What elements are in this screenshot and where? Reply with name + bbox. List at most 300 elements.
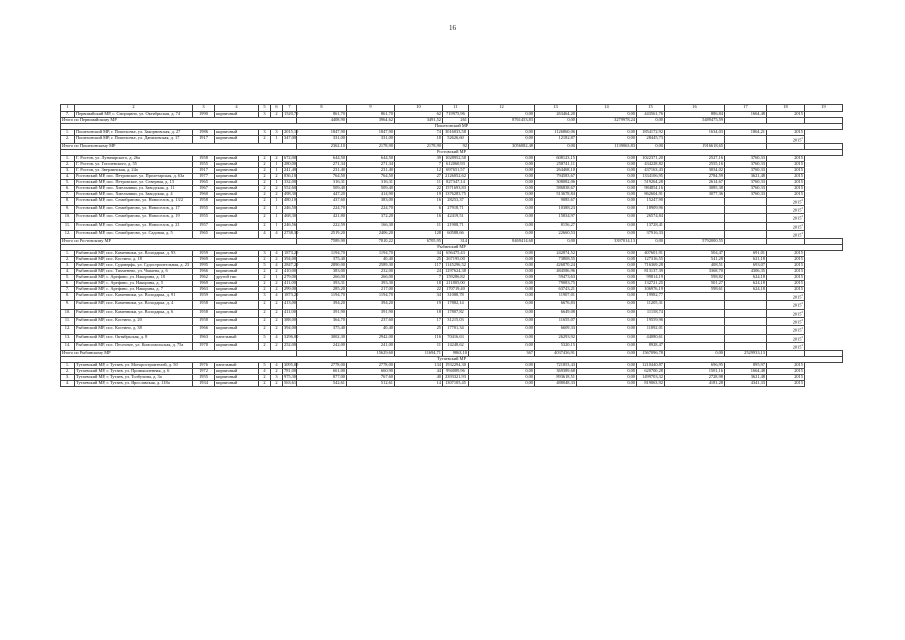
table-cell: 621,18: [725, 257, 767, 263]
table-cell: Первомайский МР, с. Сморщино, ул. Октябрьская, д. 74: [75, 112, 193, 118]
table-cell: 721853,43: [535, 363, 577, 369]
table-cell: 1995: [193, 263, 215, 269]
table-cell: 3: [259, 112, 271, 118]
table-cell: 11092,01: [637, 326, 665, 334]
table-cell: 391,90: [297, 309, 347, 317]
table-cell: 2: [259, 185, 271, 191]
table-cell: 2015: [767, 129, 805, 135]
column-number: 11: [443, 105, 469, 112]
table-cell: 598,61: [665, 286, 725, 292]
table-cell: 2: [259, 280, 271, 286]
table-cell: [665, 334, 725, 342]
table-cell: 691,01: [725, 251, 767, 257]
table-cell: 237,60: [347, 317, 395, 325]
subtotal-cell: 261: [443, 117, 469, 123]
table-cell: кирпичный: [215, 197, 259, 205]
table-cell: 1969: [193, 280, 215, 286]
table-cell: 1: [271, 222, 283, 230]
table-cell: 411,00: [283, 309, 297, 317]
table-cell: 31088,78: [443, 292, 469, 300]
table-cell: кирпичный: [215, 263, 259, 269]
column-number: 12: [469, 105, 535, 112]
table-cell: 877,00: [297, 375, 347, 381]
table-cell: 0,00: [577, 309, 637, 317]
table-cell: [725, 214, 767, 222]
table-cell: 2: [259, 343, 271, 351]
table-cell: кирпичный: [215, 343, 259, 351]
table-cell: 285,20: [297, 286, 347, 292]
table-cell: кирпичный: [215, 173, 259, 179]
table-cell: 1022371,20: [637, 156, 665, 162]
table-cell: 2614,67: [665, 179, 725, 185]
table-cell: 1873,20: [283, 292, 297, 300]
table-cell: кирпичный: [215, 286, 259, 292]
table-cell: 2: [259, 197, 271, 205]
table-cell: 1978: [193, 343, 215, 351]
table-cell: 5.: [61, 275, 75, 281]
table-cell: 132721,25: [637, 280, 665, 286]
table-cell: 74: [395, 129, 443, 135]
table-cell: Рыбинский МР, пос. Судоверфь, ул. Судостроительная, д. 23: [75, 263, 193, 269]
table-cell: 388,00: [283, 317, 297, 325]
table-cell: 836,10: [284, 172, 297, 178]
table-cell: 1: [271, 135, 283, 143]
table-cell: 252,00: [283, 343, 297, 351]
table-cell: 3760,33: [725, 179, 767, 185]
table-cell: 18: [395, 309, 443, 317]
table-cell: 1958: [193, 156, 215, 162]
subtotal-cell: 3397014,13: [577, 239, 637, 245]
table-cell: 393,31: [297, 280, 347, 286]
table-cell: 2015: [767, 168, 805, 174]
table-cell: 408,51: [665, 263, 725, 269]
table-cell: 498,30: [284, 190, 297, 196]
table-cell: 0,00: [577, 375, 637, 381]
table-cell: 11907,01: [535, 292, 577, 300]
table-cell: 0,00: [469, 257, 535, 263]
table-cell: 0,00: [469, 185, 535, 191]
table-cell: 2.: [61, 135, 75, 143]
table-cell: 0,00: [577, 214, 637, 222]
table-cell: 2: [259, 191, 271, 197]
table-cell: 10388,23: [535, 205, 577, 213]
table-cell: 4.: [61, 381, 75, 387]
table-cell: кирпичный: [215, 156, 259, 162]
table-cell: 232,00: [347, 269, 395, 275]
table-cell: 393,30: [347, 280, 395, 286]
footnote-mark: 2: [801, 292, 803, 297]
table-cell: [665, 309, 725, 317]
table-cell: 1955: [193, 375, 215, 381]
table-cell: 764,50: [297, 173, 347, 179]
table-cell: 2015$^2$: [767, 309, 805, 317]
table-cell: 2015: [767, 162, 805, 168]
table-cell: 0,00: [577, 263, 637, 269]
table-cell: 3016033,58: [443, 129, 469, 135]
table-cell: 2: [259, 257, 271, 263]
table-cell: 624,18: [725, 286, 767, 292]
table-cell: 1957: [193, 222, 215, 230]
table-cell: 426870,24: [535, 263, 577, 269]
table-cell: 1965: [193, 231, 215, 239]
table-cell: 3296,00: [283, 334, 297, 342]
table-cell: 0,00: [469, 381, 535, 387]
table-cell: 0,00: [469, 286, 535, 292]
table-cell: 8928,47: [637, 343, 665, 351]
column-number: 14: [577, 105, 637, 112]
table-cell: 2015: [767, 179, 805, 185]
footnote-mark: 2: [801, 334, 803, 339]
table-cell: 0,00: [577, 112, 637, 118]
table-cell: 99814,19: [637, 275, 665, 281]
table-cell: 8.: [61, 292, 75, 300]
table-cell: 19: [395, 191, 443, 197]
table-cell: 60588,66: [443, 231, 469, 239]
subtotal-cell: 8469414,68: [469, 239, 535, 245]
table-cell: 52626,60: [443, 135, 469, 143]
table-cell: 16: [395, 214, 443, 222]
table-cell: 541,28: [665, 257, 725, 263]
table-cell: 27: [395, 173, 443, 179]
table-cell: 2: [259, 179, 271, 185]
table-row: [61, 301, 843, 309]
table-cell: 861,70: [297, 112, 347, 118]
table-cell: 127316,55: [637, 257, 665, 263]
table-cell: 258741,11: [535, 162, 577, 168]
table-cell: 2: [259, 286, 271, 292]
table-cell: Пошехонский МР, г. Пошехонье, ул. Закорновская, д. 27: [75, 129, 193, 135]
table-cell: 79083,75: [535, 280, 577, 286]
table-cell: 1: [271, 168, 283, 174]
table-cell: 0,00: [577, 185, 637, 191]
table-cell: 2: [271, 191, 283, 197]
table-cell: 2738,30: [283, 231, 297, 239]
table-cell: 2: [259, 269, 271, 275]
table-cell: 3: [259, 292, 271, 300]
table-cell: 0,00: [577, 135, 637, 143]
table-cell: кирпичный: [215, 112, 259, 118]
table-cell: 1664,48: [725, 112, 767, 118]
table-cell: 862604,91: [637, 191, 665, 197]
column-number: 1: [61, 105, 75, 112]
table-row: [61, 214, 843, 222]
table-cell: 2015$^2$: [767, 214, 805, 222]
table-cell: 11.: [61, 222, 75, 230]
table-cell: 8156,27: [535, 222, 577, 230]
table-cell: 375,40: [297, 257, 347, 263]
table-cell: 1334106,95: [637, 173, 665, 179]
table-cell: 9.: [61, 205, 75, 213]
table-cell: 2015: [767, 263, 805, 269]
table-cell: 407601,91: [637, 251, 665, 257]
table-cell: 3760,33: [725, 156, 767, 162]
table-cell: 0,00: [469, 112, 535, 118]
subtotal-cell: 8761453,83: [469, 117, 535, 123]
subtotal-label: Итого по Пошехонскому МР: [61, 144, 297, 150]
table-cell: [665, 222, 725, 230]
table-cell: 40: [395, 375, 443, 381]
subtotal-cell: 2529933,13: [725, 351, 767, 357]
table-cell: 1.: [61, 363, 75, 369]
table-cell: [665, 301, 725, 309]
table-cell: 0,00: [577, 156, 637, 162]
table-cell: 563,61: [284, 380, 297, 386]
table-cell: 624,18: [725, 275, 767, 281]
table-cell: Ростовский МР, пос. Петровское, ул. Северная, д. 13: [75, 179, 193, 185]
table-cell: 241,00: [347, 343, 395, 351]
table-row: [61, 231, 843, 239]
table-cell: 0,00: [469, 214, 535, 222]
table-cell: 7.: [61, 286, 75, 292]
table-cell: 656475,43: [443, 251, 469, 257]
subtotal-cell: 0,00: [637, 144, 665, 150]
table-cell: Пошехонский МР, г. Пошехонье, ул. Даниловская, д. 17: [75, 135, 193, 143]
table-cell: 11655,07: [535, 317, 577, 325]
table-cell: 1854172,92: [637, 129, 665, 135]
table-cell: 5: [259, 263, 271, 269]
table-cell: 4: [271, 334, 283, 342]
table-cell: 660,90: [347, 369, 395, 375]
table-cell: 369389,68: [535, 369, 577, 375]
table-cell: 279,00: [284, 274, 297, 280]
table-cell: Тутаевский МР, г. Тутаев, ул. Ярославская, д. 118а: [75, 381, 193, 387]
column-number: 4: [215, 105, 259, 112]
table-cell: 1967: [193, 185, 215, 191]
subtotal-cell: 367: [469, 351, 535, 357]
table-cell: Тутаевский МР, г. Тутаев, ул. Промышленная, д. 6: [75, 369, 193, 375]
table-cell: 2: [271, 343, 283, 351]
table-cell: 0,00: [469, 129, 535, 135]
table-cell: 2015: [767, 275, 805, 281]
subtotal-label: Итого по Ростовскому МР: [61, 239, 297, 245]
table-cell: 0,00: [469, 168, 535, 174]
table-cell: 1977: [193, 173, 215, 179]
table-cell: Рыбинский МР, пос. Песочное, ул. Комсомольская, д. 75а: [75, 343, 193, 351]
table-cell: 0,00: [469, 263, 535, 269]
table-cell: 1634,03: [665, 129, 725, 135]
table-cell: 2015$^2$: [767, 301, 805, 309]
table-cell: 44: [395, 369, 443, 375]
table-cell: 2: [259, 214, 271, 222]
table-cell: 2778,00: [347, 363, 395, 369]
table-cell: 1664,48: [725, 369, 767, 375]
table-cell: 17: [395, 317, 443, 325]
table-cell: кирпичный: [215, 317, 259, 325]
table-cell: 693,07: [725, 263, 767, 269]
table-cell: 504,47: [665, 251, 725, 257]
table-cell: 331,00: [347, 135, 395, 143]
table-cell: [725, 222, 767, 230]
table-cell: 0,00: [577, 280, 637, 286]
table-cell: 437163,43: [637, 168, 665, 174]
table-cell: 608123,15: [535, 156, 577, 162]
table-cell: Рыбинский МР, пос. Каменники, ул. Володарка, д. 6: [75, 309, 193, 317]
subtotal-cell: 0,00: [535, 117, 577, 123]
table-cell: панельный: [215, 363, 259, 369]
table-cell: 1376283,75: [443, 191, 469, 197]
table-cell: 375,40: [297, 326, 347, 334]
footnote-mark: 2: [801, 301, 803, 306]
table-cell: 5: [259, 363, 271, 369]
section-title: Тутаевский МР: [61, 357, 843, 363]
table-cell: кирпичный: [215, 162, 259, 168]
table-cell: 271,34: [347, 162, 395, 168]
table-cell: 4: [259, 369, 271, 375]
table-cell: 509,40: [297, 185, 347, 191]
table-cell: 308082,06: [535, 179, 577, 185]
table-cell: 2: [271, 112, 283, 118]
table-cell: 0,00: [469, 231, 535, 239]
table-cell: 11: [395, 179, 443, 185]
section-title: Рыбинский МР: [61, 245, 843, 251]
table-cell: 0,00: [469, 191, 535, 197]
column-number: 6: [271, 105, 283, 112]
table-cell: 2: [259, 381, 271, 387]
footnote-mark: 2: [801, 222, 803, 227]
column-number: 3: [193, 105, 215, 112]
subtotal-cell: 3056082,48: [469, 144, 535, 150]
table-cell: 0,00: [469, 317, 535, 325]
table-cell: 2890,00: [297, 263, 347, 269]
subtotal-cell: 0,00: [637, 239, 665, 245]
table-cell: 0,00: [577, 292, 637, 300]
subtotal-label: Итого по Рыбинскому МР: [61, 351, 297, 357]
table-cell: 0,00: [577, 269, 637, 275]
table-cell: 1963: [193, 334, 215, 342]
table-cell: 716369,28: [637, 263, 665, 269]
table-cell: кирпичный: [215, 301, 259, 309]
table-cell: 13.: [61, 334, 75, 342]
table-cell: 383,00: [347, 197, 395, 205]
table-cell: Рыбинский МР, с. Арефино, ул. Накорина, д. 7: [75, 286, 193, 292]
table-cell: 4: [259, 231, 271, 239]
table-cell: кирпичный: [215, 205, 259, 213]
table-cell: 8.: [61, 197, 75, 205]
table-cell: [725, 135, 767, 143]
table-cell: 3095,00: [284, 362, 299, 368]
table-cell: 166,30: [347, 222, 395, 230]
table-cell: 2555,16: [665, 162, 725, 168]
table-cell: 14248,62: [443, 343, 469, 351]
table-cell: 0,00: [469, 343, 535, 351]
table-cell: 2589,30: [347, 263, 395, 269]
table-cell: 767,60: [347, 375, 395, 381]
table-cell: 3: [271, 375, 283, 381]
table-cell: 2: [271, 326, 283, 334]
table-cell: 2: [271, 173, 283, 179]
table-cell: 2015,10: [284, 128, 299, 134]
table-cell: [725, 292, 767, 300]
table-cell: 26293,92: [535, 334, 577, 342]
table-cell: 0,00: [577, 301, 637, 309]
table-cell: 484586,96: [535, 269, 577, 275]
table-cell: 12.: [61, 326, 75, 334]
table-cell: 2015$^2$: [767, 343, 805, 351]
table-cell: 513678,84: [535, 191, 577, 197]
table-cell: 2: [259, 135, 271, 143]
table-cell: [665, 292, 725, 300]
table-cell: 1958: [193, 197, 215, 205]
table-cell: 697651,57: [443, 168, 469, 174]
table-cell: 1847,90: [347, 129, 395, 135]
footnote-mark: 2: [801, 231, 803, 236]
table-cell: 280,00: [284, 161, 297, 167]
table-cell: 0,00: [577, 168, 637, 174]
table-cell: 2527,16: [665, 156, 725, 162]
table-cell: 542,61: [297, 381, 347, 387]
table-cell: 2406,20: [347, 231, 395, 239]
table-cell: 0,00: [577, 129, 637, 135]
table-cell: 4: [271, 251, 283, 257]
table-cell: 893618,51: [535, 375, 577, 381]
column-number: 9: [347, 105, 395, 112]
table-cell: 1966: [193, 269, 215, 275]
table-cell: [725, 197, 767, 205]
table-cell: 10.: [61, 309, 75, 317]
table-cell: 3.: [61, 168, 75, 174]
table-cell: 764,50: [347, 173, 395, 179]
column-number: 15: [637, 105, 665, 112]
subtotal-cell: 11694,71: [395, 351, 443, 357]
table-cell: 411,00: [284, 279, 296, 285]
table-cell: [665, 214, 725, 222]
table-cell: кирпичный: [215, 191, 259, 197]
table-cell: 3002,30: [297, 334, 347, 342]
table-cell: 1: [271, 205, 283, 213]
subtotal-cell: 4408,90: [297, 117, 347, 123]
column-number: 16: [665, 105, 725, 112]
table-cell: 7.: [61, 191, 75, 197]
table-cell: 1501,16: [665, 369, 725, 375]
table-cell: 0,00: [577, 363, 637, 369]
table-cell: 2015: [767, 269, 805, 275]
table-cell: 5.: [61, 179, 75, 185]
table-cell: 813137,39: [637, 269, 665, 275]
table-cell: 1969: [193, 257, 215, 263]
table-cell: 299,00: [284, 285, 297, 291]
table-cell: 895,97: [725, 363, 767, 369]
table-cell: Рыбинский МР, пос. Костино, д. 20: [75, 317, 193, 325]
table-cell: 18: [395, 280, 443, 286]
subtotal-cell: 6705,95: [395, 239, 443, 245]
table-cell: 4306,35: [725, 269, 767, 275]
table-cell: 2: [271, 369, 283, 375]
subtotal-cell: 0,00: [665, 351, 725, 357]
table-cell: 11: [395, 343, 443, 351]
table-cell: 364,70: [297, 317, 347, 325]
table-cell: 3760,33: [725, 162, 767, 168]
table-cell: 509,40: [347, 185, 395, 191]
table-cell: 22660,53: [535, 231, 577, 239]
table-cell: 975,30: [284, 374, 297, 380]
table-cell: 217,00: [347, 286, 395, 292]
table-cell: [725, 309, 767, 317]
table-cell: 242,00: [297, 343, 347, 351]
column-number: 10: [395, 105, 443, 112]
column-number: 5: [259, 105, 271, 112]
table-cell: 624,18: [725, 280, 767, 286]
table-cell: 0,00: [469, 375, 535, 381]
table-cell: 0,00: [577, 369, 637, 375]
table-cell: 263464,20: [535, 112, 577, 118]
table-cell: 443561,76: [637, 112, 665, 118]
subtotal-cell: 0,00: [535, 239, 577, 245]
table-cell: Г. Ростов, ул. Зверлинская, д. 24а: [75, 168, 193, 174]
table-cell: 2015$^2$: [767, 205, 805, 213]
table-cell: 267195,00: [443, 257, 469, 263]
table-cell: 222,59: [297, 222, 347, 230]
table-cell: 19982,77: [637, 292, 665, 300]
